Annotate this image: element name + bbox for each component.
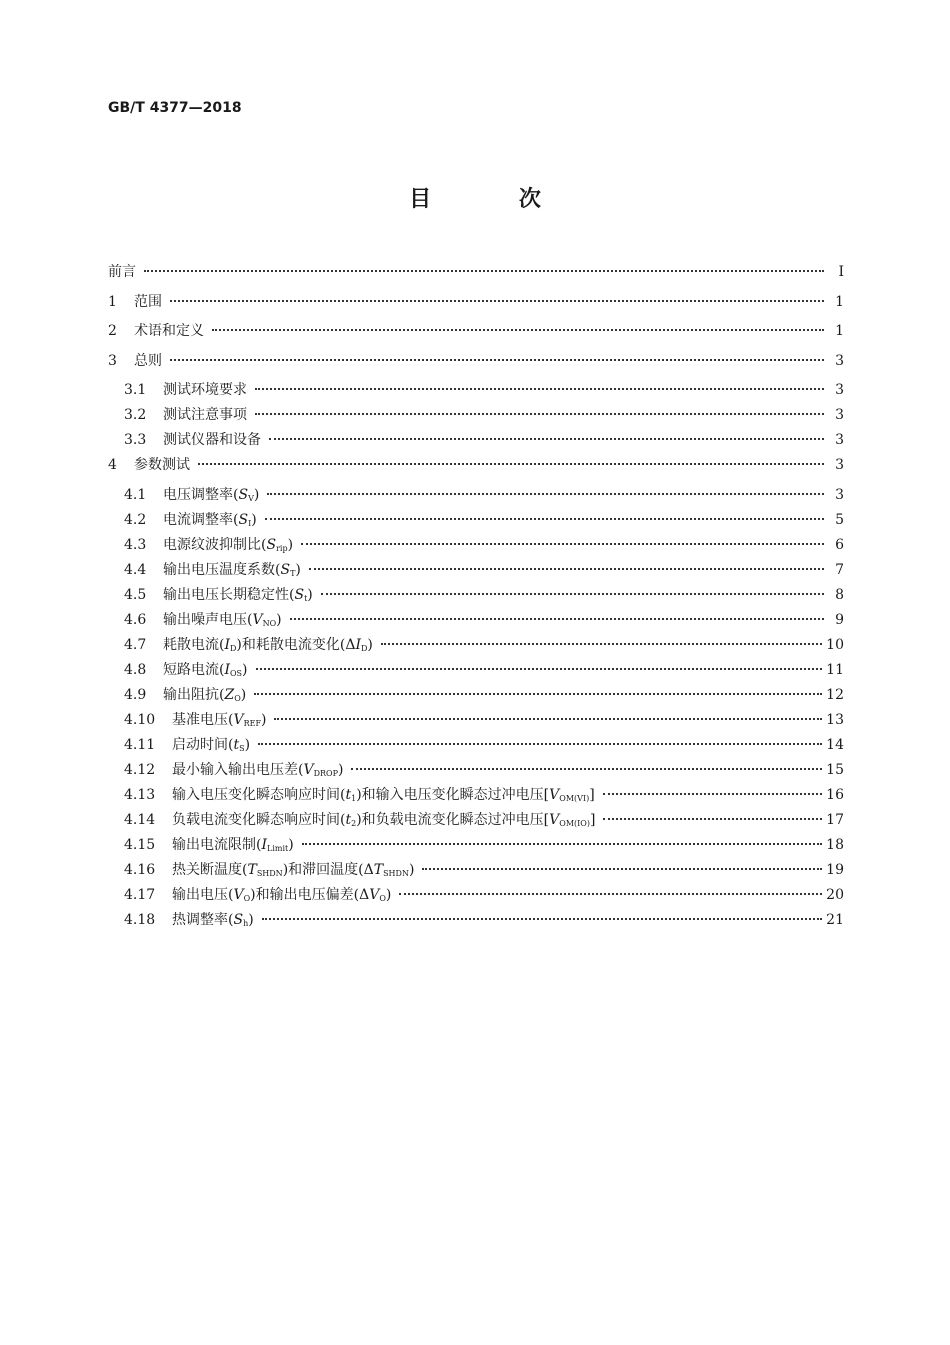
- toc-number: 4.12: [124, 761, 156, 778]
- leader-dots: [170, 286, 824, 302]
- toc-page: 20: [826, 886, 844, 903]
- toc-number: 4.7: [124, 636, 147, 653]
- toc-page: 1: [835, 293, 844, 310]
- toc-page: 6: [835, 536, 844, 553]
- toc-title: 最小输入输出电压差$(V_{DROP})$: [172, 761, 344, 778]
- toc-page: Ⅰ: [838, 264, 844, 280]
- toc-number: 2: [108, 323, 117, 339]
- toc-number: 4.17: [124, 886, 156, 903]
- toc-number: 3: [108, 352, 117, 369]
- toc-page: 14: [826, 736, 844, 753]
- toc-title: 启动时间$(t_S)$: [172, 736, 251, 753]
- toc-page: 9: [835, 611, 844, 628]
- leader-dots: [302, 829, 822, 845]
- toc-page: 10: [826, 636, 844, 653]
- toc-number: 4.13: [124, 786, 156, 803]
- leader-dots: [301, 529, 824, 545]
- toc-title: 术语和定义: [134, 323, 204, 339]
- toc-page: 18: [826, 836, 844, 853]
- toc-page: 19: [826, 861, 844, 878]
- toc-page: 5: [835, 511, 844, 528]
- leader-dots: [170, 345, 824, 361]
- leader-dots: [255, 374, 824, 390]
- leader-dots: [274, 704, 822, 720]
- leader-dots: [212, 315, 824, 331]
- leader-dots: [255, 399, 824, 415]
- standard-code: GB/T 4377—2018: [108, 100, 242, 116]
- toc-page: 21: [826, 911, 844, 928]
- toc-page: 12: [826, 686, 844, 703]
- toc-title: 参数测试: [134, 457, 190, 473]
- leader-dots: [198, 449, 824, 465]
- toc-title: 热调整率$(S_h)$: [172, 911, 254, 928]
- toc-title: 测试注意事项: [163, 407, 247, 423]
- toc-page: 7: [835, 561, 844, 578]
- leader-dots: [256, 654, 823, 670]
- toc-title: 测试仪器和设备: [163, 432, 261, 448]
- toc-title: 电源纹波抑制比$(S_{rip})$: [163, 536, 294, 553]
- toc-title: 总则: [134, 352, 162, 369]
- leader-dots: [144, 256, 824, 272]
- toc-title: 输出电压长期稳定性$(S_t)$: [163, 586, 313, 603]
- leader-dots: [603, 779, 823, 795]
- leader-dots: [265, 504, 824, 520]
- toc-number: 3.2: [124, 407, 147, 423]
- toc-title: 输出噪声电压$(V_{NO})$: [163, 611, 282, 628]
- toc-number: 4.2: [124, 511, 147, 528]
- table-of-contents: [108, 260, 844, 933]
- page-title: 目 次: [409, 187, 581, 212]
- toc-page: 16: [826, 786, 844, 803]
- toc-title: 短路电流$(I_{OS})$: [163, 661, 248, 678]
- toc-number: 4.10: [124, 711, 156, 728]
- toc-page: 3: [835, 382, 844, 398]
- toc-number: 1: [108, 293, 117, 310]
- toc-number: 4.8: [124, 661, 147, 678]
- toc-entry-4-18[interactable]: [108, 908, 844, 933]
- toc-page: 1: [835, 323, 844, 339]
- toc-page: 3: [835, 457, 844, 473]
- toc-number: 4.16: [124, 861, 156, 878]
- toc-number: 4.18: [124, 911, 156, 928]
- toc-number: 4.1: [124, 486, 147, 503]
- toc-number: 4.11: [124, 736, 156, 753]
- toc-number: 4.15: [124, 836, 156, 853]
- toc-title: 基准电压$(V_{REF})$: [172, 711, 267, 728]
- toc-number: 3.3: [124, 432, 147, 448]
- toc-title: 电压调整率$(S_V)$: [163, 486, 260, 503]
- toc-page: 13: [826, 711, 844, 728]
- toc-title: 输入电压变化瞬态响应时间$(t_1)$和输入电压变化瞬态过冲电压$[V_{OM(VI)}]$: [172, 786, 595, 803]
- toc-title: 前言: [108, 264, 136, 280]
- leader-dots: [254, 679, 822, 695]
- toc-title: 输出电流限制$(I_{Limit})$: [172, 836, 294, 853]
- leader-dots: [351, 754, 822, 770]
- leader-dots: [603, 804, 822, 820]
- toc-number: 4.9: [124, 686, 147, 703]
- toc-page: 3: [835, 432, 844, 448]
- leader-dots: [309, 554, 824, 570]
- leader-dots: [381, 629, 822, 645]
- toc-number: 3.1: [124, 382, 147, 398]
- toc-page: 8: [835, 586, 844, 603]
- leader-dots: [267, 479, 824, 495]
- toc-page: 3: [835, 352, 844, 369]
- toc-title: 输出电压温度系数$(S_T)$: [163, 561, 301, 578]
- toc-number: 4: [108, 457, 117, 473]
- toc-page: 15: [826, 761, 844, 778]
- toc-page: 17: [826, 811, 844, 828]
- toc-number: 4.4: [124, 561, 147, 578]
- leader-dots: [262, 904, 822, 920]
- leader-dots: [321, 579, 824, 595]
- leader-dots: [399, 879, 822, 895]
- leader-dots: [269, 424, 824, 440]
- toc-title: 测试环境要求: [163, 382, 247, 398]
- toc-title: 输出阻抗$(Z_O)$: [163, 686, 247, 703]
- toc-title: 范围: [134, 293, 162, 310]
- toc-page: 3: [835, 486, 844, 503]
- toc-title: 耗散电流$(I_D)$和耗散电流变化$(\Delta I_D)$: [163, 636, 373, 653]
- leader-dots: [258, 729, 822, 745]
- leader-dots: [290, 604, 824, 620]
- toc-title: 输出电压$(V_O)$和输出电压偏差$(\Delta V_O)$: [172, 886, 392, 903]
- toc-page: 3: [835, 407, 844, 423]
- toc-number: 4.14: [124, 811, 156, 828]
- toc-number: 4.3: [124, 536, 147, 553]
- toc-title: 负载电流变化瞬态响应时间$(t_2)$和负载电流变化瞬态过冲电压$[V_{OM(IO)}]$: [172, 811, 596, 828]
- toc-title: 热关断温度$(T_{SHDN})$和滞回温度$(\Delta T_{SHDN})$: [172, 861, 415, 878]
- toc-number: 4.5: [124, 586, 147, 603]
- leader-dots: [422, 854, 822, 870]
- toc-number: 4.6: [124, 611, 147, 628]
- toc-title: 电流调整率$(S_I)$: [163, 511, 257, 528]
- toc-page: 11: [826, 661, 844, 678]
